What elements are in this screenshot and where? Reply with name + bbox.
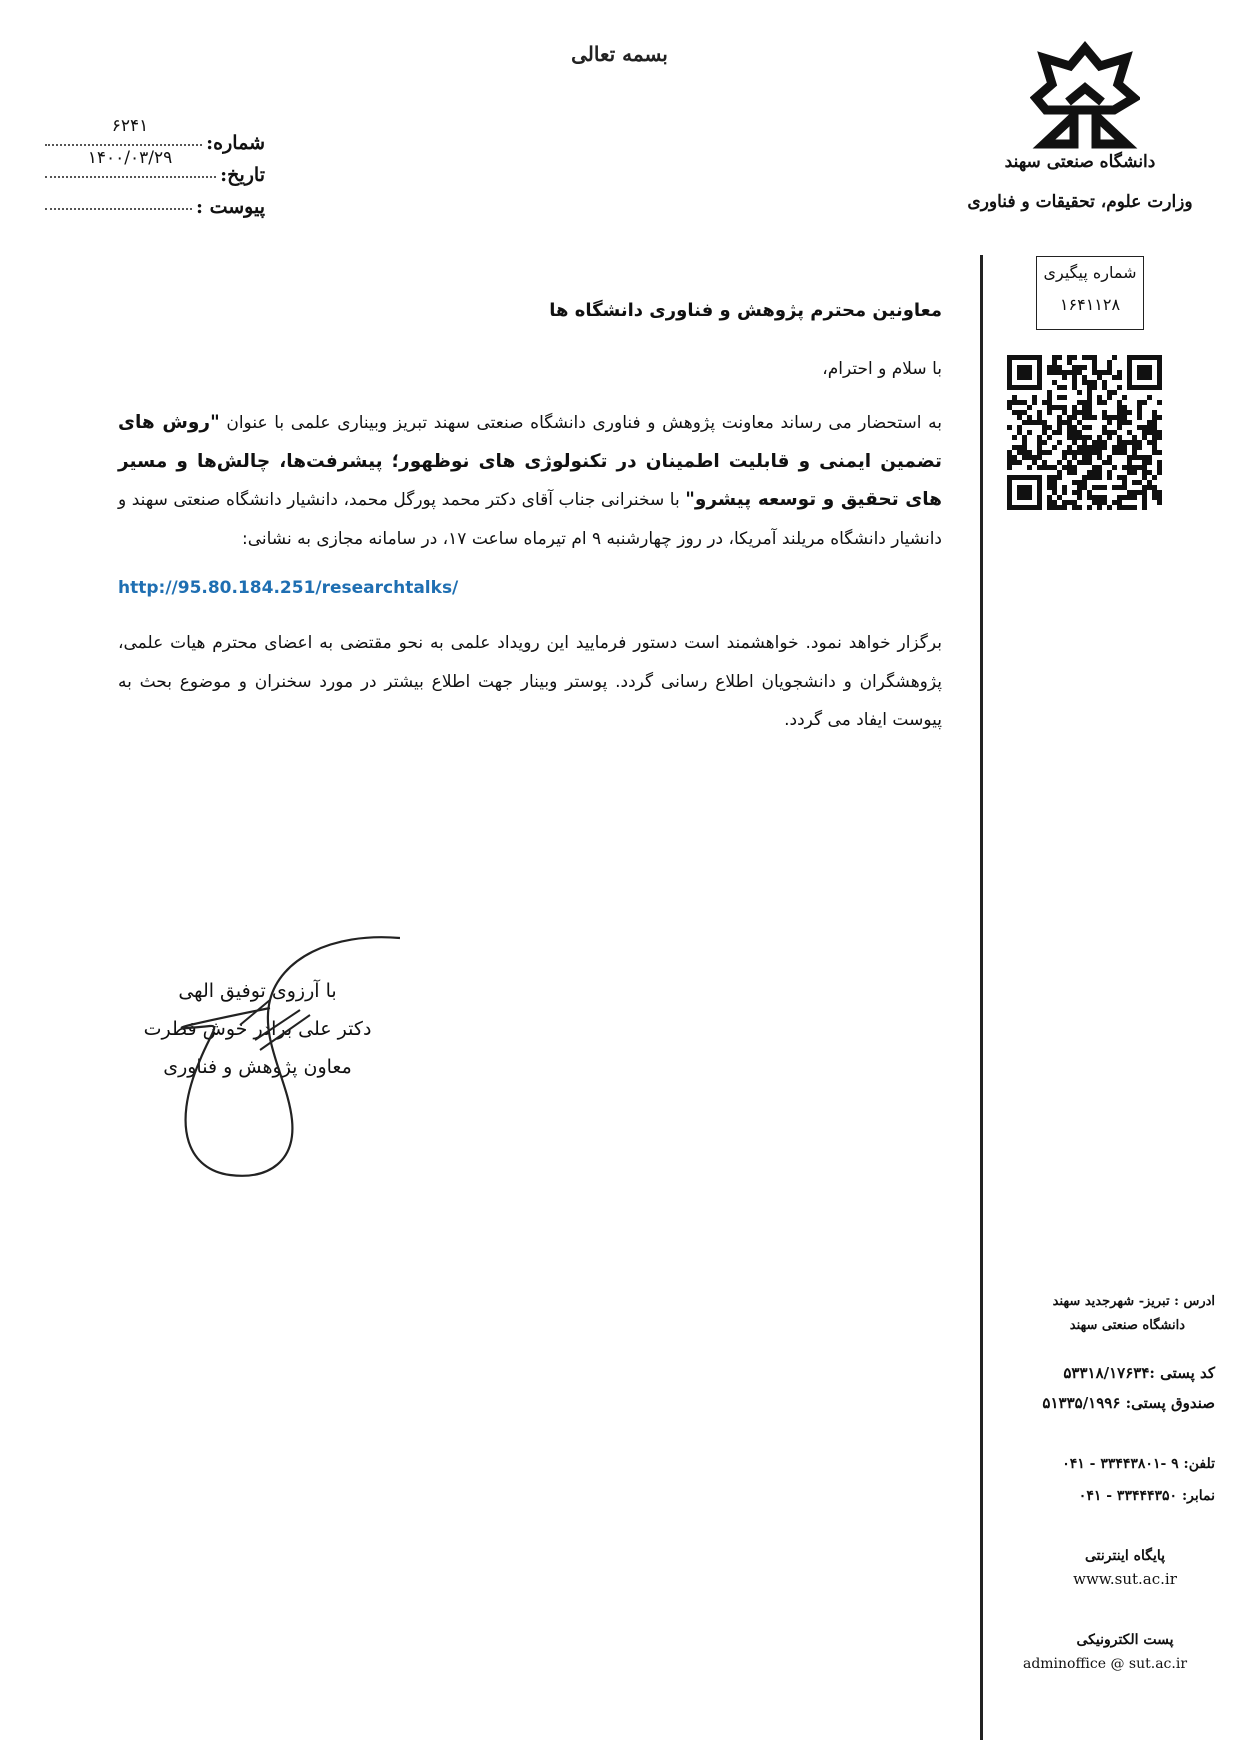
postal-info	[995, 1358, 1215, 1418]
tracking-box	[1036, 256, 1144, 330]
paragraph-request: برگزار خواهد نمود. خواهشمند است دستور فرمایید این رویداد علمی به نحو مقتضی به اعضای محترم هیات علمی، پژوهشگران و دانشجویان اطلاع رسانی گردد. پوستر وبینار جهت اطلاع بیشتر در مورد سخنران و موضوع بحث به پیوست ایفاد می گردد.	[118, 633, 942, 730]
website-label: پایگاه اینترنتی	[1084, 1548, 1165, 1564]
date-row	[45, 148, 265, 186]
postal-code: کد پستی :۵۳۳۱۸/۱۷۶۳۴	[1063, 1364, 1215, 1382]
webinar-title: "روش های تضمین ایمنی و قابلیت اطمینان در تکنولوژی های نوظهور؛ پیشرفت‌ها، چالش‌ها و مسیر های تحقیق و توسعه پیشرو"	[118, 412, 942, 510]
university-star-logo-icon	[1030, 40, 1140, 152]
number-dotted-line	[45, 144, 202, 146]
ministry-name: وزارت علوم، تحقیقات و فناوری	[967, 192, 1193, 212]
qr-code-icon	[1007, 355, 1162, 510]
number-label: شماره:	[206, 132, 265, 154]
number-value: ۶۲۴۱	[111, 116, 149, 136]
attachment-row	[45, 186, 265, 218]
po-box: صندوق پستی: ۵۱۳۳۵/۱۹۹۶	[1042, 1394, 1215, 1412]
address-line-1: ادرس : تبریز- شهرجدید سهند	[1052, 1294, 1215, 1309]
tracking-label: شماره پیگیری	[1043, 263, 1137, 282]
salutation: با سلام و احترام،	[822, 359, 942, 379]
closing-block	[120, 972, 395, 1086]
letter-meta	[45, 116, 265, 218]
invocation-heading: بسمه تعالی	[571, 42, 668, 66]
webinar-link[interactable]: http://95.80.184.251/researchtalks/	[118, 578, 459, 598]
email-address[interactable]: adminoffice @ sut.ac.ir	[1022, 1656, 1188, 1672]
date-value: ۱۴۰۰/۰۳/۲۹	[87, 148, 173, 168]
phone-number: تلفن: ۹ -۳۳۴۴۳۸۰۱ - ۰۴۱	[1062, 1456, 1215, 1472]
university-name: دانشگاه صنعتی سهند	[1004, 152, 1156, 172]
date-dotted-line	[45, 176, 216, 178]
announcement-intro: به استحضار می رساند معاونت پژوهش و فناوری دانشگاه صنعتی سهند تبریز وبیناری علمی با عنوان	[219, 413, 942, 433]
fax-number: نمابر: ۳۳۴۴۴۳۵۰ - ۰۴۱	[1078, 1488, 1215, 1504]
phone-info	[995, 1448, 1215, 1512]
address-line-2: دانشگاه صنعتی سهند	[1069, 1318, 1185, 1333]
contact-info	[995, 1290, 1215, 1672]
date-label: تاریخ:	[220, 164, 265, 186]
vertical-divider	[980, 255, 983, 1740]
recipient-heading: معاونین محترم پژوهش و فناوری دانشگاه ها	[549, 300, 942, 321]
closing-wish: با آرزوی توفیق الهی	[178, 980, 337, 1002]
signer-title: معاون پژوهش و فناوری	[163, 1056, 352, 1078]
signer-name: دکتر علی برادر خوش فطرت	[143, 1018, 372, 1040]
email-label: پست الکترونیکی	[1076, 1632, 1174, 1648]
tracking-number: ۱۶۴۱۱۲۸	[1059, 295, 1121, 314]
website-link[interactable]: www.sut.ac.ir	[1073, 1570, 1177, 1588]
letter-body	[118, 300, 942, 740]
attachment-label: پیوست :	[195, 196, 265, 218]
attachment-dotted-line	[45, 208, 192, 210]
announcement-details: با سخنرانی جناب آقای دکتر محمد پورگل محمد، دانشیار دانشگاه صنعتی سهند و دانشیار دانشگاه مریلند آمریکا، در روز چهارشنبه ۹ ام تیرماه ساعت ۱۷، در سامانه مجازی به نشانی:	[118, 490, 942, 549]
paragraph-announcement	[118, 404, 942, 558]
